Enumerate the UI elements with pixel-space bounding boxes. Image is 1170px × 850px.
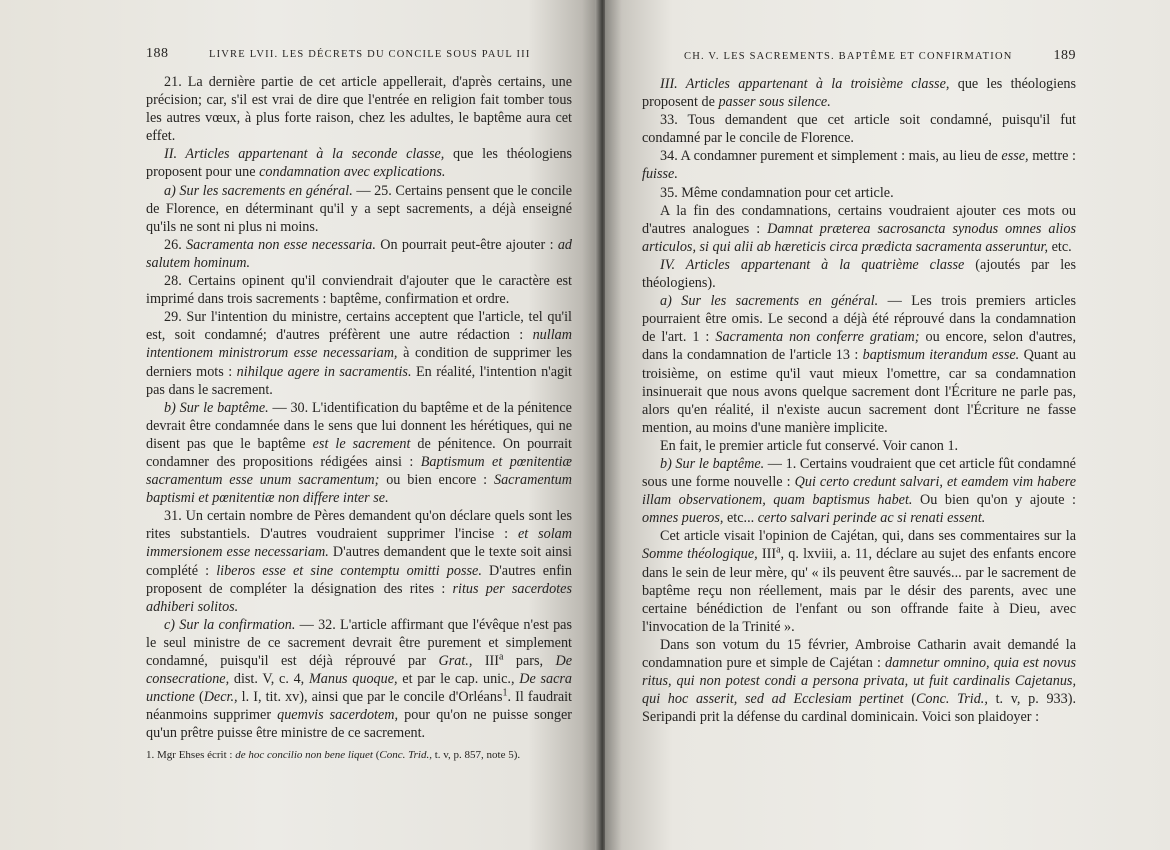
- paragraph: [642, 455, 1076, 527]
- italic-text: Damnat præterea sacrosancta synodus omnes alios articulos, si qui alii ab hæreticis circa prædicta sacramenta asseruntur,: [642, 220, 1076, 255]
- text-run: pour qu'on ne puisse songer qu'un prêtre puisse être ministre de ce sacrement.: [146, 707, 572, 742]
- italic-text: Manus quoque,: [308, 671, 398, 688]
- text-run: ou bien encore :: [379, 472, 494, 489]
- italic-text: Somme théologique,: [642, 546, 758, 563]
- text-run: etc.: [1048, 238, 1072, 255]
- italic-text: esse,: [1001, 148, 1029, 165]
- right-running-header: [642, 48, 1076, 66]
- italic-text: Baptismum et pœnitentiæ sacramentum esse unum sacramentum;: [146, 453, 572, 489]
- left-running-title: LIVRE LVII. LES DÉCRETS DU CONCILE SOUS PAUL III: [208, 49, 531, 60]
- italic-text: De consecratione,: [146, 653, 572, 688]
- superscript: a: [776, 544, 781, 556]
- text-run: ou encore, selon d'autres, dans la condamnation de l'article 13 :: [642, 329, 1076, 364]
- left-body-text: [146, 73, 572, 742]
- italic-text: b) Sur le baptême.: [660, 455, 765, 472]
- text-run: que les théologiens proposent pour une: [146, 146, 572, 181]
- text-run: 34. A condamner purement et simplement : mais, au lieu de: [660, 148, 1002, 165]
- footnote: [146, 748, 572, 763]
- text-run: 1.: [146, 749, 157, 761]
- italic-text: est le sacrement: [312, 435, 411, 452]
- text-run: et par le cap. unic.,: [397, 671, 520, 688]
- italic-text: baptismum iterandum esse.: [862, 347, 1020, 364]
- text-run: Dans son votum du 15 février, Ambroise Catharin avait demandé la condamnation pure et simple de Cajétan :: [642, 636, 1076, 671]
- text-run: D'autres demandent que le texte soit ainsi complété :: [146, 544, 572, 579]
- text-run: Ou bien qu'on y ajoute :: [912, 492, 1076, 509]
- right-page: [605, 0, 1170, 850]
- italic-text: damnetur omnino, quia est novus ritus, qui non potest condi a persona privata, ut fuit cardinalis Cajetanus, qui hoc asserit, sed ad Ecclesiam pertinet: [642, 655, 1076, 708]
- italic-text: Sacramenta non esse necessaria.: [186, 236, 376, 253]
- italic-text: liberos esse et sine contemptu omitti posse.: [216, 562, 482, 579]
- left-text-block: [146, 46, 572, 742]
- text-run: 28. Certains opinent qu'il conviendrait d'ajouter que le caractère est imprimé dans trois sacrements : baptême, confirmation et ordre.: [146, 273, 572, 308]
- italic-text: ritus per sacerdotes adhiberi solitos.: [146, 580, 572, 615]
- right-running-title: CH. V. LES SACREMENTS. BAPTÊME ET CONFIRMATION: [683, 51, 1013, 62]
- text-run: En fait, le premier article fut conservé. Voir canon 1.: [660, 437, 959, 454]
- paragraph: [642, 147, 1076, 183]
- text-run: à condition de supprimer les derniers mots :: [146, 345, 572, 380]
- text-run: , q. lxviii, a. 11, déclare au sujet des enfants encore dans le sein de leur mère, qu' « ils peuvent être sauvés... par le sacrement de baptême reçu non réellement, mais par le désir des parents, avec une certaine bénédiction de l'enfant ou son offrande faite à Dieu, avec l'invocation de la Trinité ».: [642, 546, 1076, 635]
- italic-text: condamnation avec explications.: [259, 164, 446, 181]
- italic-text: de hoc concilio non bene liquet: [235, 749, 373, 761]
- italic-text: passer sous silence.: [718, 94, 831, 111]
- text-run: (: [372, 749, 380, 761]
- paragraph: [146, 236, 572, 272]
- paragraph: [146, 308, 572, 398]
- text-run: — 1. Certains voudraient que cet article fût condamné sous une forme nouvelle :: [642, 455, 1076, 491]
- italic-text: omnes pueros,: [642, 510, 724, 527]
- left-running-header: [146, 46, 572, 64]
- text-run: t. v, p. 933). Seripandi prit la défense du cardinal dominicain. Voici son plaidoyer :: [642, 691, 1076, 726]
- paragraph: [642, 111, 1076, 147]
- text-run: l. I, tit. xv), ainsi que par le concile d'Orléans: [237, 689, 503, 706]
- superscript: a: [499, 651, 504, 663]
- text-run: Cet article visait l'opinion de Cajétan, qui, dans ses commentaires sur la: [660, 528, 1076, 545]
- italic-text: Sacramentum baptismi et pœnitentiæ non differe inter se.: [146, 472, 573, 507]
- text-run: 29. Sur l'intention du ministre, certains acceptent que l'article, tel qu'il est, soit condamné; d'autres préfèrent une autre rédaction :: [146, 309, 572, 344]
- text-run: — Les trois premiers articles pourraient être omis. Le second a déjà été réprouvé dans la condamnation de l'art. 1 :: [642, 293, 1076, 346]
- italic-text: IV. Articles appartenant à la quatrième classe: [660, 256, 965, 273]
- text-run: de pénitence. On pourrait condamner des propositions rédigées ainsi :: [146, 435, 572, 470]
- italic-text: nihilque agere in sacramentis.: [236, 363, 412, 380]
- text-run: A la fin des condamnations, certains voudraient ajouter ces mots ou d'autres analogues :: [642, 202, 1076, 237]
- italic-text: II. Articles appartenant à la seconde classe,: [164, 146, 445, 163]
- italic-text: Grat.,: [438, 653, 473, 669]
- italic-text: ad salutem hominum.: [146, 236, 573, 271]
- paragraph: [146, 182, 572, 236]
- italic-text: Conc. Trid.,: [379, 749, 432, 761]
- italic-text: III. Articles appartenant à la troisième classe,: [660, 76, 950, 92]
- text-run: Mgr Ehses écrit :: [157, 749, 236, 761]
- text-run: . Il faudrait néanmoins supprimer: [146, 689, 572, 724]
- italic-text: quemvis sacerdotem,: [277, 707, 399, 724]
- paragraph: [642, 75, 1076, 111]
- text-run: D'autres enfin proposent de compléter la désignation des rites :: [146, 562, 572, 597]
- paragraph: [642, 527, 1076, 636]
- text-run: — 30. L'identification du baptême et de la pénitence devrait être condamnée dans le sens que lui donnent les hérétiques, qui ne disent pas que le baptême: [146, 399, 572, 452]
- paragraph: [642, 202, 1076, 256]
- italic-text: b) Sur le baptême.: [164, 399, 269, 416]
- text-run: 31. Un certain nombre de Pères demandent qu'on déclare quels sont les rites substantiels. D'autres voudraient supprimer l'incise :: [146, 508, 572, 543]
- italic-text: a) Sur les sacrements en général.: [660, 293, 879, 310]
- paragraph: [146, 73, 572, 145]
- italic-text: Qui certo credunt salvari, et eamdem vim habere illam observationem, quam baptismus habet.: [642, 474, 1076, 509]
- text-run: — 32. L'article affirmant que l'évêque n'est pas le seul ministre de ce sacrement devrait être purement et simplement condamné, puisqu'il est déjà réprouvé par: [146, 616, 572, 669]
- text-run: 35. Même condamnation pour cet article.: [660, 184, 894, 201]
- left-page-number: 188: [146, 46, 169, 61]
- text-run: III: [472, 653, 499, 669]
- text-run: (: [194, 689, 204, 706]
- italic-text: Sacramenta non conferre gratiam;: [715, 329, 920, 346]
- italic-text: fuisse.: [642, 166, 678, 183]
- text-run: t. v, p. 857, note 5).: [431, 749, 521, 761]
- text-run: que les théologiens proposent de: [642, 76, 1076, 111]
- italic-text: Conc. Trid.,: [915, 691, 988, 708]
- text-run: dist. V, c. 4,: [229, 671, 309, 688]
- text-run: pars,: [503, 653, 556, 669]
- paragraph: [642, 636, 1076, 726]
- text-run: Quant au troisième, on estime qu'il vaut mieux l'omettre, car sa condamnation insinuerait que nous avons quelque sacrement dont l'Écriture ne parle pas, alors qu'en réalité, il n'existe aucun sacrement dont l'Écriture ne fasse mention, au moins d'une manière implicite.: [642, 347, 1077, 436]
- text-run: On pourrait peut-être ajouter :: [375, 236, 558, 253]
- text-run: 26.: [164, 236, 187, 253]
- text-run: III: [757, 546, 777, 563]
- italic-text: c) Sur la confirmation.: [164, 616, 296, 633]
- right-body-text: [642, 75, 1076, 726]
- text-run: 21. La dernière partie de cet article appellerait, d'après certains, une précision; car, s'il est vrai de dire que l'entrée en religion fait tomber tous les autres vœux, à plus forte raison, chez les adultes, le baptême aura cet effet.: [146, 74, 572, 145]
- paragraph: [642, 437, 1076, 455]
- paragraph: [146, 145, 572, 181]
- right-text-block: [642, 48, 1076, 726]
- paragraph: [146, 272, 572, 308]
- paragraph: [146, 507, 572, 616]
- text-run: mettre :: [1028, 148, 1076, 165]
- text-run: etc...: [723, 510, 758, 527]
- text-run: En réalité, l'intention n'agit pas dans le sacrement.: [146, 363, 572, 398]
- paragraph: [146, 399, 572, 508]
- paragraph: [642, 292, 1076, 437]
- paragraph: [642, 184, 1076, 202]
- text-run: (ajoutés par les théologiens).: [642, 256, 1076, 292]
- text-run: 33. Tous demandent que cet article soit condamné, puisqu'il fut condamné par le concile de Florence.: [642, 112, 1076, 147]
- text-run: — 25. Certains pensent que le concile de Florence, en déterminant qu'il y a sept sacrements, a déjà enseigné qu'ils ne sont ni plus ni moins.: [146, 182, 572, 235]
- italic-text: Decr.,: [203, 689, 238, 706]
- paragraph: [642, 256, 1076, 292]
- italic-text: et solam immersionem esse necessariam.: [146, 526, 572, 561]
- italic-text: a) Sur les sacrements en général.: [164, 182, 353, 199]
- italic-text: certo salvari perinde ac si renati essent.: [757, 510, 986, 527]
- italic-text: De sacra unctione: [146, 671, 572, 706]
- paragraph: [146, 616, 572, 743]
- superscript: 1: [502, 687, 508, 699]
- text-run: (: [903, 691, 916, 708]
- right-page-number: 189: [1053, 48, 1076, 63]
- italic-text: nullam intentionem ministrorum esse necessariam,: [146, 327, 572, 362]
